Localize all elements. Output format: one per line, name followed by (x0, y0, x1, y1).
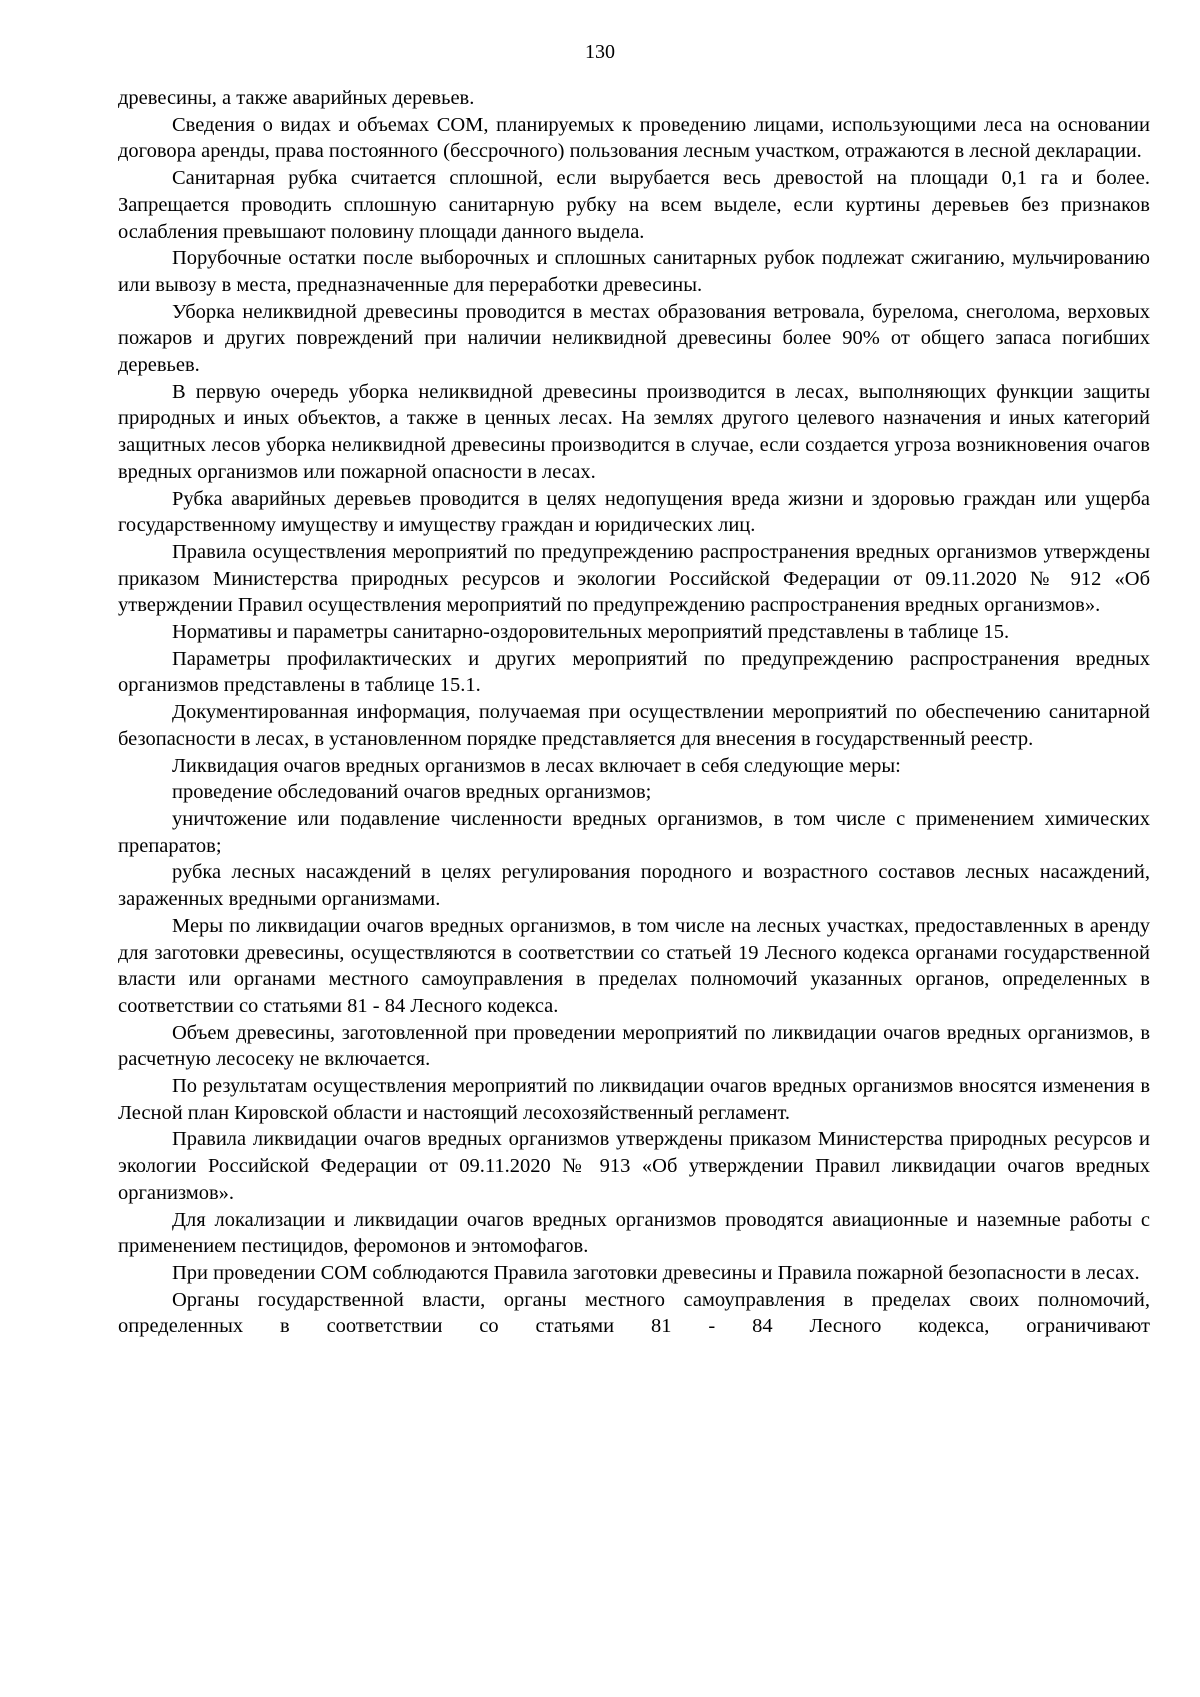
paragraph: Правила осуществления мероприятий по предупреждению распространения вредных организмов утверждены приказом Министерства природных ресурсов и экологии Российской Федерации от 09.11.2020 № 912 «Об утверждении Правил осуществления мероприятий по предупреждению распространения вредных организмов». (118, 540, 1150, 617)
paragraph: Органы государственной власти, органы местного самоуправления в пределах своих полномочий, определенных в соответствии со статьями 81 - 84 Лесного кодекса, ограничивают (118, 1288, 1150, 1338)
paragraph: По результатам осуществления мероприятий по ликвидации очагов вредных организмов вносятся изменения в Лесной план Кировской области и настоящий лесохозяйственный регламент. (118, 1075, 1150, 1124)
paragraph: В первую очередь уборка неликвидной древесины производится в лесах, выполняющих функции защиты природных и иных объектов, а также в ценных лесах. На землях другого целевого назначения и иных категорий защитных лесов уборка неликвидной древесины производится в случае, если создается угроза возникновения очагов вредных организмов или пожарной опасности в лесах. (118, 380, 1150, 483)
paragraph: Для локализации и ликвидации очагов вредных организмов проводятся авиационные и наземные работы с применением пестицидов, феромонов и энтомофагов. (118, 1208, 1150, 1258)
list-item: рубка лесных насаждений в целях регулирования породного и возрастного составов лесных насаждений, зараженных вредными организмами. (118, 861, 1150, 911)
paragraph: Санитарная рубка считается сплошной, если вырубается весь древостой на площади 0,1 га и более. Запрещается проводить сплошную санитарную рубку на всем выделе, если куртины деревьев без признаков ослабления превышают половину площади данного выдела. (118, 167, 1150, 243)
paragraph: Документированная информация, получаемая при осуществлении мероприятий по обеспечению санитарной безопасности в лесах, в установленном порядке представляется для внесения в государственный реестр. (118, 701, 1150, 750)
paragraph: древесины, а также аварийных деревьев. (118, 87, 475, 109)
paragraph: При проведении СОМ соблюдаются Правила заготовки древесины и Правила пожарной безопасности в лесах. (172, 1261, 1140, 1284)
paragraph: Рубка аварийных деревьев проводится в целях недопущения вреда жизни и здоровью граждан или ущерба государственному имуществу и имуществу граждан и юридических лиц. (118, 487, 1150, 537)
paragraph: Параметры профилактических и других мероприятий по предупреждению распространения вредных организмов представлены в таблице 15.1. (118, 647, 1150, 697)
paragraph: Правила ликвидации очагов вредных организмов утверждены приказом Министерства природных ресурсов и экологии Российской Федерации от 09.11.2020 № 913 «Об утверждении Правил ликвидации очагов вредных организмов». (118, 1128, 1150, 1204)
paragraph: Порубочные остатки после выборочных и сплошных санитарных рубок подлежат сжиганию, мульчированию или вывозу в места, предназначенные для переработки древесины. (118, 247, 1150, 296)
page-number: 130 (585, 41, 615, 63)
paragraph: Меры по ликвидации очагов вредных организмов, в том числе на лесных участках, предоставленных в аренду для заготовки древесины, осуществляются в соответствии со статьей 19 Лесного кодекса органами государственной власти или органами местного самоуправления в пределах полномочий указанных органов, определенных в соответствии со статьями 81 - 84 Лесного кодекса. (118, 914, 1150, 1017)
paragraph: Объем древесины, заготовленной при проведении мероприятий по ликвидации очагов вредных организмов, в расчетную лесосеку не включается. (118, 1021, 1150, 1071)
paragraph: Нормативы и параметры санитарно-оздоровительных мероприятий представлены в таблице 15. (172, 621, 1010, 644)
paragraph: Сведения о видах и объемах СОМ, планируемых к проведению лицами, использующими леса на основании договора аренды, права постоянного (бессрочного) пользования лесным участком, отражаются в лесной декларации. (118, 113, 1150, 163)
paragraph: Ликвидация очагов вредных организмов в лесах включает в себя следующие меры: (172, 754, 901, 777)
list-item: уничтожение или подавление численности вредных организмов, в том числе с применением химических препаратов; (118, 807, 1150, 857)
document-body (118, 85, 1150, 1340)
paragraph: Уборка неликвидной древесины проводится в местах образования ветровала, бурелома, снеголома, верховых пожаров и других повреждений при наличии неликвидной древесины более 90% от общего запаса погибших деревьев. (118, 300, 1150, 377)
list-item: проведение обследований очагов вредных организмов; (172, 781, 652, 804)
